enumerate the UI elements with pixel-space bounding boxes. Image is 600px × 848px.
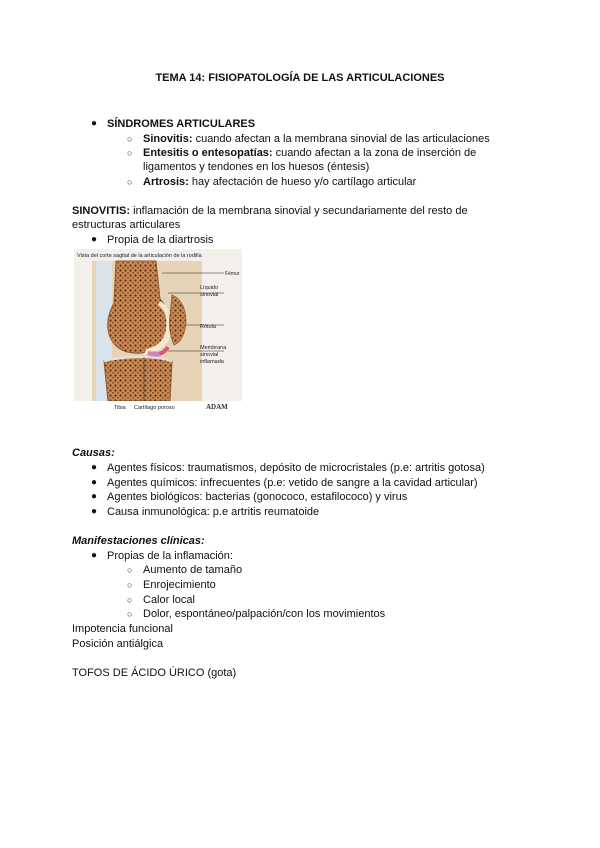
page-title: TEMA 14: FISIOPATOLOGÍA DE LAS ARTICULACIONES (155, 72, 445, 84)
paragraph-text: inflamación de la membrana sinovial y secundariamente del resto de (130, 205, 468, 217)
term-label: SINOVITIS: (72, 205, 131, 217)
bullet-icon: ● (91, 491, 98, 502)
list-item: Calor local (143, 594, 195, 606)
list-item: Propias de la inflamación: (107, 550, 233, 562)
list-item (143, 175, 416, 189)
list-item (143, 132, 490, 146)
list-item: Agentes químicos: infrecuentes (p.e: vetido de sangre a la cavidad articular) (107, 477, 478, 489)
term-description: cuando afectan a la zona de inserción de (272, 147, 477, 159)
circle-bullet-icon: ○ (127, 595, 133, 605)
list-item: Agentes físicos: traumatismos, depósito de microcristales (p.e: artritis gotosa) (107, 462, 485, 474)
bullet-icon: ● (91, 477, 98, 488)
paragraph-text: Impotencia funcional (72, 623, 173, 635)
section-heading-manifestaciones: Manifestaciones clínicas: (72, 535, 205, 547)
label-liquido-1: Líquido (200, 285, 219, 291)
circle-bullet-icon: ○ (127, 148, 133, 158)
term-description: cuando afectan a la membrana sinovial de las articulaciones (192, 133, 490, 145)
label-membrana-1: Membrana (200, 345, 227, 351)
paragraph-text: TOFOS DE ÁCIDO ÚRICO (gota) (72, 667, 237, 679)
circle-bullet-icon: ○ (127, 565, 133, 575)
knee-illustration (74, 249, 242, 412)
paragraph-text: estructuras articulares (72, 219, 181, 231)
list-item-continuation: ligamentos y tendones en los huesos (éntesis) (143, 161, 370, 173)
list-item (143, 146, 476, 160)
circle-bullet-icon: ○ (127, 134, 133, 144)
bullet-icon: ● (91, 234, 98, 245)
label-membrana-3: inflamada (200, 359, 224, 365)
label-femur: Fémur (225, 271, 240, 277)
adam-logo: ADAM (206, 403, 228, 411)
sinovitis-paragraph (72, 204, 468, 218)
bullet-icon: ● (91, 506, 98, 517)
label-liquido-2: sinovial (200, 292, 219, 298)
bullet-icon: ● (91, 550, 98, 561)
list-item: Dolor, espontáneo/palpación/con los movimientos (143, 608, 386, 620)
figure-caption: Vista del corte sagital de la articulación de la rodilla (77, 253, 202, 259)
label-rotula: Rótula (200, 324, 216, 330)
bullet-icon: ● (91, 462, 98, 473)
circle-bullet-icon: ○ (127, 609, 133, 619)
section-heading-causas: Causas: (72, 447, 115, 459)
term-description: hay afectación de hueso y/o cartílago articular (188, 176, 417, 188)
list-item: Aumento de tamaño (143, 564, 243, 576)
list-item: Causa inmunológica: p.e artritis reumatoide (107, 506, 320, 518)
list-item: Enrojecimiento (143, 579, 216, 591)
section-heading-sindromes: SÍNDROMES ARTICULARES (107, 118, 256, 130)
paragraph-text: Posición antiálgica (72, 638, 164, 650)
term-label: Entesitis o entesopatías: (143, 147, 273, 159)
bullet-icon: ● (91, 118, 98, 129)
knee-joint-figure (74, 249, 242, 412)
list-item: Agentes biológicos: bacterias (gonococo, estafilococo) y virus (107, 491, 408, 503)
label-membrana-2: sinovial (200, 352, 219, 358)
circle-bullet-icon: ○ (127, 580, 133, 590)
term-label: Artrosis: (143, 176, 189, 188)
list-item: Propia de la diartrosis (107, 234, 214, 246)
label-tibia: Tibia (114, 405, 126, 411)
term-label: Sinovitis: (143, 133, 193, 145)
circle-bullet-icon: ○ (127, 177, 133, 187)
label-cartilago: Cartílago poroso (134, 405, 175, 411)
